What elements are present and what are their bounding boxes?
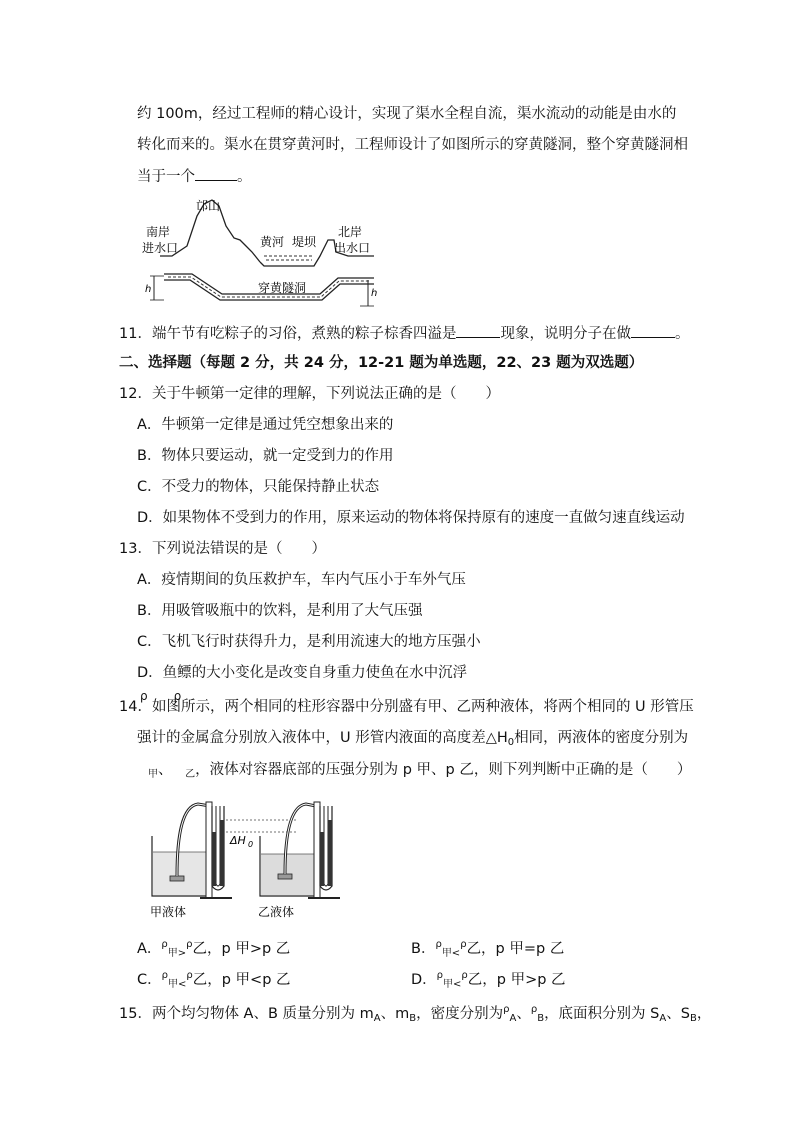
q11-text-a: 11．端午节有吃粽子的习俗，煮熟的粽子棕香四溢是: [119, 326, 457, 342]
rho-symbol: ρ: [186, 939, 193, 950]
figure-label-north-bank: 北岸: [338, 225, 363, 239]
q13-option-c[interactable]: C．飞机飞行时获得升力，是利用流速大的地方压强小: [137, 634, 481, 650]
q14-line-2-end: 相同，两液体的密度分别为: [514, 730, 689, 746]
q14-rho-2: ρ: [173, 689, 182, 703]
q15-sub-a: A: [659, 1013, 667, 1024]
q11-blank-2[interactable]: [631, 323, 675, 338]
q15-line: [119, 1000, 711, 1029]
q10-line-3-text: 当于一个: [137, 169, 195, 185]
q15-sub-b: B: [537, 1013, 545, 1024]
q13-option-d[interactable]: D．鱼鳔的大小变化是改变自身重力使鱼在水中沉浮: [137, 665, 468, 681]
rho-symbol: ρ: [186, 970, 193, 981]
q14-rho-1: ρ: [140, 689, 148, 703]
q14-option-d[interactable]: [411, 966, 566, 995]
q15-text-g: ，: [696, 1006, 712, 1022]
q14-line-2: [137, 728, 688, 753]
q14-line-3-sep: 、: [158, 762, 173, 778]
q13-option-a[interactable]: A．疫情期间的负压救护车，车内气压小于车外气压: [137, 572, 466, 588]
q14-option-d-rel1: 甲<: [443, 979, 462, 990]
q14-line-1: 14．如图所示，两个相同的柱形容器中分别盛有甲、乙两种液体，将两个相同的 U 形管压: [119, 699, 694, 715]
q14-option-c-label: C．: [137, 972, 162, 988]
rho-symbol: ρ: [161, 970, 168, 981]
figure-label-liquid-yi: 乙液体: [258, 905, 295, 919]
q15-sub-b: B: [409, 1013, 417, 1024]
q15-text-e: ，底面积分别为 S: [544, 1006, 660, 1022]
q12-stem: 12．关于牛顿第一定律的理解，下列说法正确的是（ ）: [119, 386, 500, 402]
rho-symbol: ρ: [161, 939, 168, 950]
q10-line-3: [137, 166, 252, 187]
rho-symbol: ρ: [461, 970, 468, 981]
q15-sub-a: A: [509, 1013, 517, 1024]
q10-answer-blank[interactable]: [195, 166, 237, 181]
figure-label-h-left: h: [145, 284, 152, 295]
q14-option-a-label: A．: [137, 941, 162, 957]
figure-label-south-inlet: 进水口: [142, 241, 179, 255]
q14-option-d-rel2: 乙，p 甲>p 乙: [467, 972, 566, 988]
figure-label-tunnel: 穿黄隧洞: [258, 281, 307, 295]
q14-line-2-text: 强计的金属盒分别放入液体中，U 形管内液面的高度差△H: [137, 730, 508, 746]
figure-label-north-outlet: 出水口: [334, 241, 371, 255]
rho-symbol: ρ: [530, 1004, 538, 1015]
q11-line: [119, 323, 689, 344]
q14-option-b-rel1: 甲<: [441, 948, 461, 959]
q12-option-c[interactable]: C．不受力的物体，只能保持静止状态: [137, 479, 380, 495]
q15-text-a: 15．两个均匀物体 A、B 质量分别为 m: [119, 1006, 374, 1022]
q11-text-b: 现象，说明分子在做: [500, 326, 631, 342]
q14-line-3-jia: 甲: [148, 769, 158, 780]
rho-symbol: ρ: [435, 939, 442, 950]
q14-option-b-label: B．: [411, 941, 436, 957]
q15-text-b: 、m: [380, 1006, 410, 1022]
q11-text-c: 。: [674, 326, 690, 342]
q14-line-3-rest: ，液体对容器底部的压强分别为 p 甲、p 乙，则下列判断中正确的是（ ）: [195, 762, 692, 778]
q10-line-2: 转化而来的。渠水在贯穿黄河时，工程师设计了如图所示的穿黄隧洞，整个穿黄隧洞相: [137, 137, 688, 153]
q14-option-b[interactable]: [411, 935, 564, 964]
q14-option-c-rel2: 乙，p 甲<p 乙: [192, 972, 291, 988]
q10-line-3-end: 。: [237, 169, 252, 185]
q14-line-3: [148, 760, 691, 785]
q14-option-c-rel1: 甲<: [167, 979, 187, 990]
u-tube-figure: [148, 796, 348, 921]
q15-sub-a: A: [373, 1013, 381, 1024]
q15-text-f: 、S: [666, 1006, 690, 1022]
q15-text-c: ，密度分别为: [416, 1006, 504, 1022]
rho-symbol: ρ: [460, 939, 467, 950]
q14-option-c[interactable]: [137, 966, 291, 995]
figure-label-delta-h: ΔH: [230, 834, 246, 847]
q15-sub-b: B: [689, 1013, 697, 1024]
q15-text-d: 、: [516, 1006, 531, 1022]
rho-symbol: ρ: [503, 1004, 510, 1015]
q13-option-b[interactable]: B．用吸管吸瓶中的饮料，是利用了大气压强: [137, 603, 423, 619]
figure-label-h-right: h: [371, 288, 378, 299]
q14-line-2-sub: 0: [507, 737, 515, 748]
figure-label-mountain: 邙山: [196, 199, 221, 213]
q13-stem: 13．下列说法错误的是（ ）: [119, 541, 326, 557]
q14-option-a-rel2: 乙，p 甲>p 乙: [192, 941, 291, 957]
q14-option-a-rel1: 甲>: [167, 948, 187, 959]
figure-label-south-bank: 南岸: [146, 225, 171, 239]
q10-line-1: 约 100m，经过工程师的精心设计，实现了渠水全程自流，渠水流动的动能是由水的: [137, 106, 677, 122]
q14-option-d-label: D．: [411, 972, 437, 988]
q12-option-d[interactable]: D．如果物体不受到力的作用，原来运动的物体将保持原有的速度一直做匀速直线运动: [137, 510, 685, 526]
q12-option-b[interactable]: B．物体只要运动，就一定受到力的作用: [137, 448, 394, 464]
figure-label-river: 黄河: [260, 235, 285, 249]
q14-line-3-yi: 乙: [185, 769, 196, 780]
figure-label-dam: 堤坝: [292, 235, 317, 249]
section-2-heading: 二、选择题（每题 2 分，共 24 分，12-21 题为单选题，22、23 题为双选题）: [119, 355, 644, 371]
q14-option-b-rel2: 乙，p 甲=p 乙: [466, 941, 565, 957]
tunnel-figure: [142, 196, 382, 311]
rho-symbol: ρ: [436, 970, 444, 981]
q12-option-a[interactable]: A．牛顿第一定律是通过凭空想象出来的: [137, 417, 394, 433]
q11-blank-1[interactable]: [456, 323, 500, 338]
q14-option-a[interactable]: [137, 935, 290, 964]
figure-label-delta-h-sub: 0: [248, 840, 254, 849]
figure-label-liquid-jia: 甲液体: [150, 905, 187, 919]
